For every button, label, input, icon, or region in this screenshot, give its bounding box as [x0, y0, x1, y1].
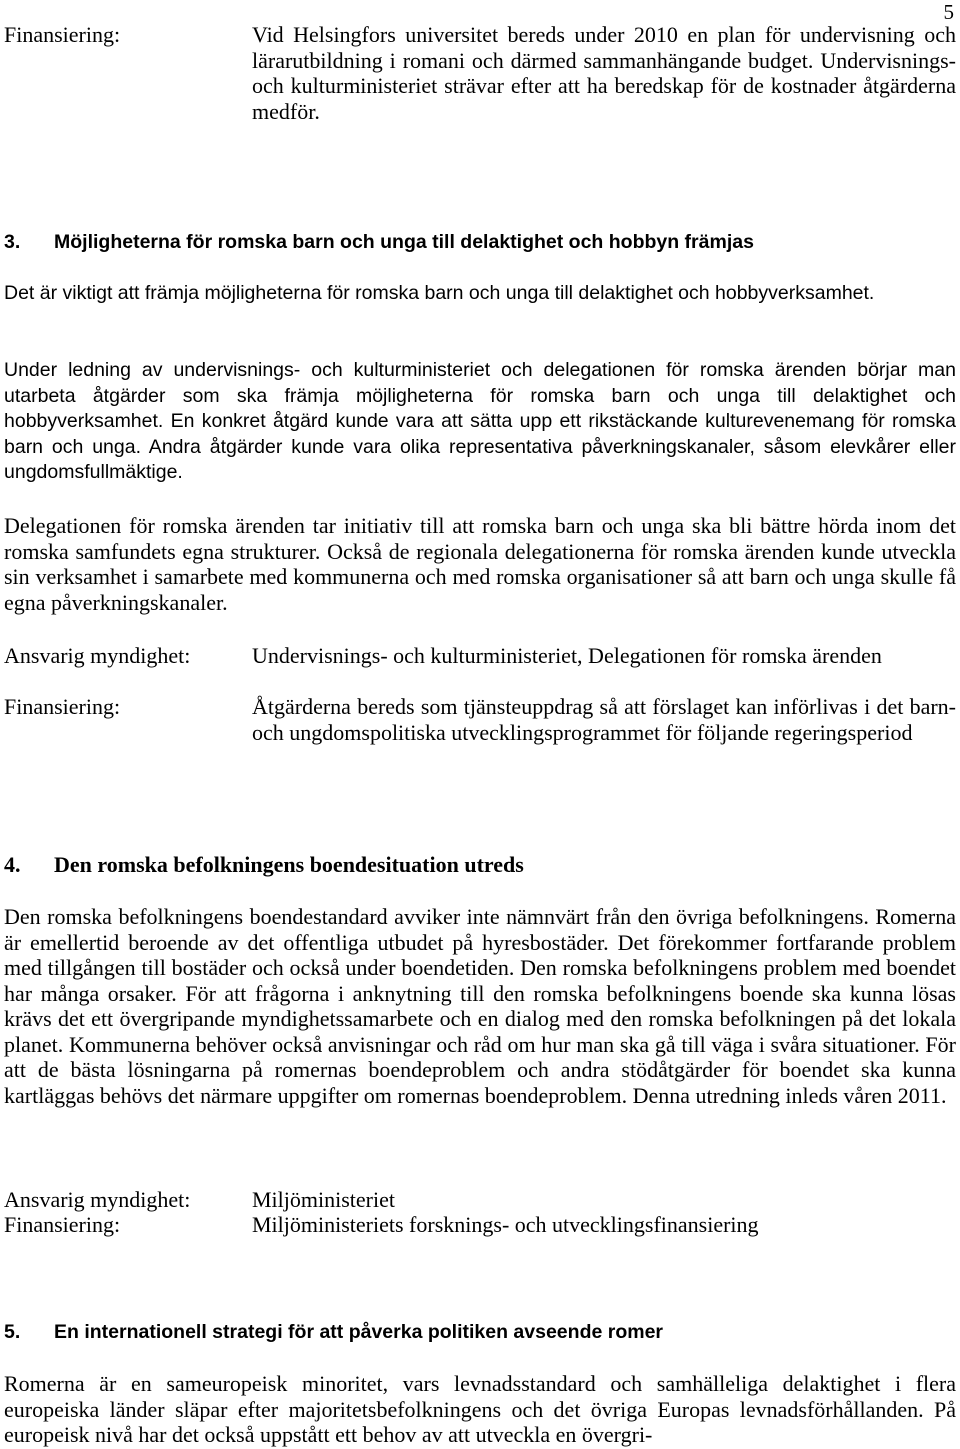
section-4-authority-value: Miljöministeriet — [252, 1187, 395, 1212]
section-3-paragraph-1: Det är viktigt att främja möjligheterna för romska barn och unga till delaktighet och hobbyverksamhet. — [4, 282, 875, 304]
section-4-number: 4. — [4, 852, 21, 877]
section-3-funding-label: Finansiering: — [4, 694, 121, 719]
section-3-authority-value: Undervisnings- och kulturministeriet, Delegationen för romska ärenden — [252, 643, 882, 668]
section-5-paragraph-1: Romerna är en sameuropeisk minoritet, vars levnadsstandard och samhälleliga delaktighet i flera europeiska länder släpar efter majoritetsbefolkningens och det övriga Europas levnadsförhållanden. På europeisk nivå har det också uppstått ett behov av att utveckla en övergri- — [4, 1371, 956, 1447]
section-4-title: Den romska befolkningens boendesituation utreds — [54, 852, 524, 877]
funding-value-top: Vid Helsingfors universitet bereds under 2010 en plan för undervisning och lärarutbildning i romani och därmed sammanhängande budget. Undervisnings- och kulturministeriet strävar efter att ha beredskap för de kostnader åtgärderna medför. — [252, 22, 956, 124]
section-3-authority-label: Ansvarig myndighet: — [4, 643, 191, 668]
funding-label-top: Finansiering: — [4, 22, 121, 47]
section-4-paragraph-1: Den romska befolkningens boendestandard avviker inte nämnvärt från den övriga befolkningens. Romerna är emellertid beroende av det offentliga utbudet på hyresbostäder. Det förekommer fortfarande problem med tillgången till bostäder och också under boendetiden. Den romska befolkningens problem med boendet har många orsaker. För att frågorna i anknytning till den romska befolkningens boende ska kunna lösas krävs det ett övergripande myndighetssamarbete och en dialog med den romska befolkningen på det lokala planet. Kommunerna behöver också anvisningar och råd om hur man ska gå till väga i svåra situationer. För att de bästa lösningarna på romernas boendeproblem och andra stödåtgärder för boendet ska kunna kartläggas behövs det närmare uppgifter om romernas boendeproblem. Denna utredning inleds våren 2011. — [4, 904, 956, 1108]
section-4-funding-value: Miljöministeriets forsknings- och utvecklingsfinansiering — [252, 1212, 759, 1237]
page-number: 5 — [943, 0, 954, 24]
section-3-paragraph-2: Under ledning av undervisnings- och kulturministeriet och delegationen för romska ärenden börjar man utarbeta åtgärder som ska främja möjligheterna för romska barn och unga till delaktighet och hobbyverksamhet. En konkret åtgärd kunde vara att sätta upp ett rikstäckande kulturevenemang för romska barn och unga. Andra åtgärder kunde vara olika representativa påverkningskanaler, såsom elevkårer eller ungdomsfullmäktige. — [4, 359, 956, 483]
section-5-number: 5. — [4, 1321, 21, 1343]
section-5-title: En internationell strategi för att påverka politiken avseende romer — [54, 1321, 664, 1343]
section-3-funding-value: Åtgärderna bereds som tjänsteuppdrag så att förslaget kan införlivas i det barn- och ungdomspolitiska utvecklingsprogrammet för följande regeringsperiod — [252, 694, 956, 745]
section-4-authority-label: Ansvarig myndighet: — [4, 1187, 191, 1212]
section-3-paragraph-3: Delegationen för romska ärenden tar initiativ till att romska barn och unga ska bli bättre hörda inom det romska samfundets egna strukturer. Också de regionala delegationerna för romska ärenden kunde utveckla sin verksamhet i samarbete med kommunerna och med romska organisationer så att barn och unga skulle få egna påverkningskanaler. — [4, 513, 956, 615]
section-4-funding-label: Finansiering: — [4, 1212, 121, 1237]
section-3-number: 3. — [4, 231, 21, 253]
section-3-title: Möjligheterna för romska barn och unga till delaktighet och hobbyn främjas — [54, 231, 754, 253]
